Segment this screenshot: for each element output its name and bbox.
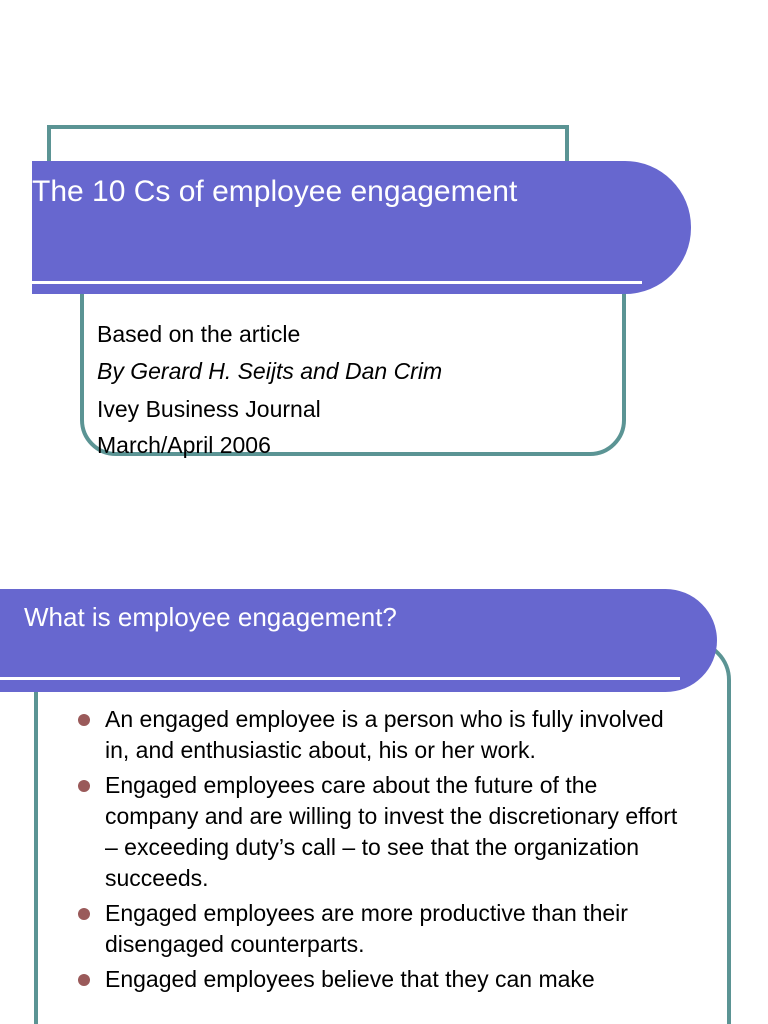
list-item bbox=[78, 704, 678, 766]
slide1-journal: Ivey Business Journal bbox=[97, 396, 321, 422]
slide2-title: What is employee engagement? bbox=[24, 602, 397, 632]
list-item bbox=[78, 964, 678, 995]
bullet-text: Engaged employees believe that they can make bbox=[105, 966, 595, 992]
slide2-banner-divider bbox=[0, 677, 680, 680]
slide1-authors: By Gerard H. Seijts and Dan Crim bbox=[97, 358, 443, 384]
slide1-date: March/April 2006 bbox=[97, 432, 271, 458]
slide1-subtitle-line: Based on the article bbox=[97, 321, 301, 347]
bullet-dot-icon bbox=[78, 974, 90, 986]
bullet-text: Engaged employees care about the future of the company and are willing to invest the discretionary effort – exceeding duty’s call – to see that the organization succeeds. bbox=[105, 772, 678, 891]
bullet-text: Engaged employees are more productive than their disengaged counterparts. bbox=[105, 900, 628, 957]
slide1-banner-divider bbox=[32, 281, 642, 284]
slide2-bullet-list bbox=[78, 704, 678, 999]
list-item bbox=[78, 770, 678, 894]
bullet-dot-icon bbox=[78, 908, 90, 920]
bullet-dot-icon bbox=[78, 780, 90, 792]
slide1-title: The 10 Cs of employee engagement bbox=[32, 175, 518, 208]
bullet-text: An engaged employee is a person who is fully involved in, and enthusiastic about, his or her work. bbox=[105, 706, 664, 763]
list-item bbox=[78, 898, 678, 960]
bullet-dot-icon bbox=[78, 714, 90, 726]
